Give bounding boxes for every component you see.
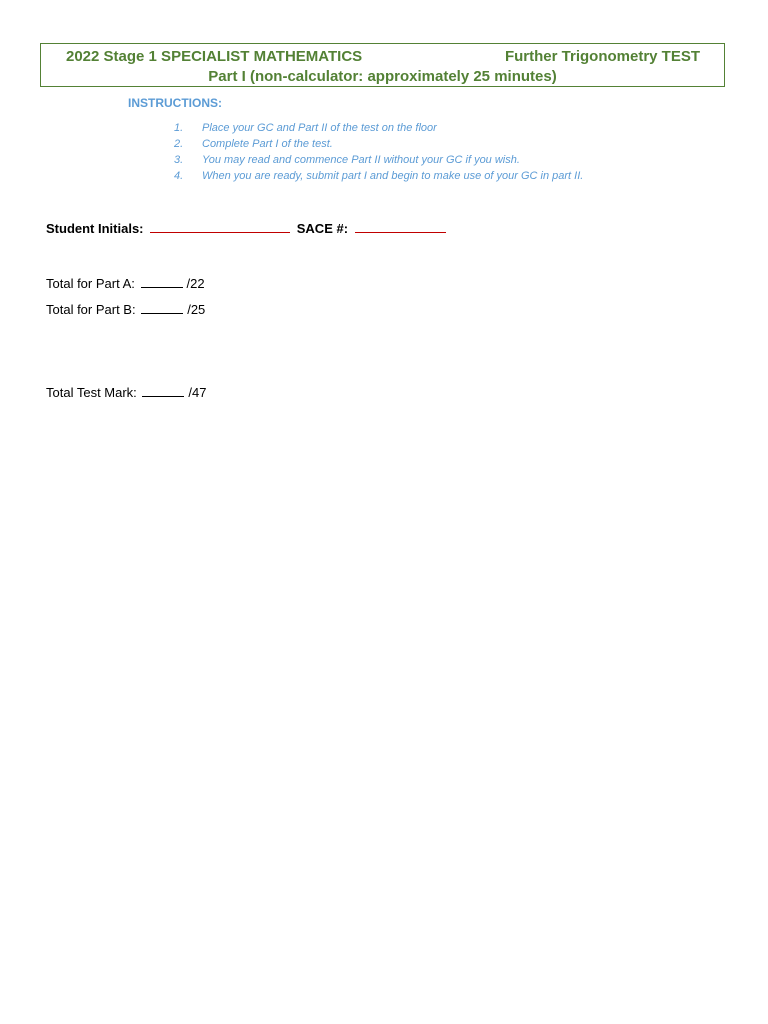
test-total-line [46,384,207,400]
list-item [174,168,583,184]
list-item-text: When you are ready, submit part I and begin to make use of your GC in part II. [202,170,584,182]
list-item-text: Complete Part I of the test. [202,138,333,150]
list-item-number: 3. [174,154,184,166]
student-initials-field[interactable] [150,219,290,233]
test-total-score-field[interactable] [142,384,184,397]
list-item-number: 1. [174,122,184,134]
part-b-total-line [46,301,205,317]
test-total-label: Total Test Mark: [46,385,137,400]
list-item [174,152,583,168]
list-item [174,120,583,136]
part-a-total-line [46,275,205,291]
list-item-text: Place your GC and Part II of the test on the floor [202,122,437,134]
part-b-label: Total for Part B: [46,302,136,317]
sace-label: SACE #: [296,221,349,236]
part-b-score-field[interactable] [141,301,183,314]
instructions-heading: INSTRUCTIONS: [128,96,222,110]
instructions-list [174,120,583,184]
list-item [174,136,583,152]
list-item-number: 4. [174,170,184,182]
sace-number-field[interactable] [355,219,446,233]
test-total-max: /47 [188,385,207,400]
part-a-max: /22 [186,276,205,291]
test-title: Further Trigonometry TEST [504,48,700,65]
list-item-number: 2. [174,138,184,150]
part-a-label: Total for Part A: [46,276,135,291]
student-initials-label: Student Initials: [46,221,144,236]
part-subtitle: Part I (non-calculator: approximately 25 minutes) [208,68,557,85]
course-title: 2022 Stage 1 SPECIALIST MATHEMATICS [66,48,363,65]
part-a-score-field[interactable] [141,275,183,288]
student-info-line [46,219,449,236]
part-b-max: /25 [187,302,206,317]
list-item-text: You may read and commence Part II without your GC if you wish. [202,154,520,166]
header-box [40,43,725,87]
